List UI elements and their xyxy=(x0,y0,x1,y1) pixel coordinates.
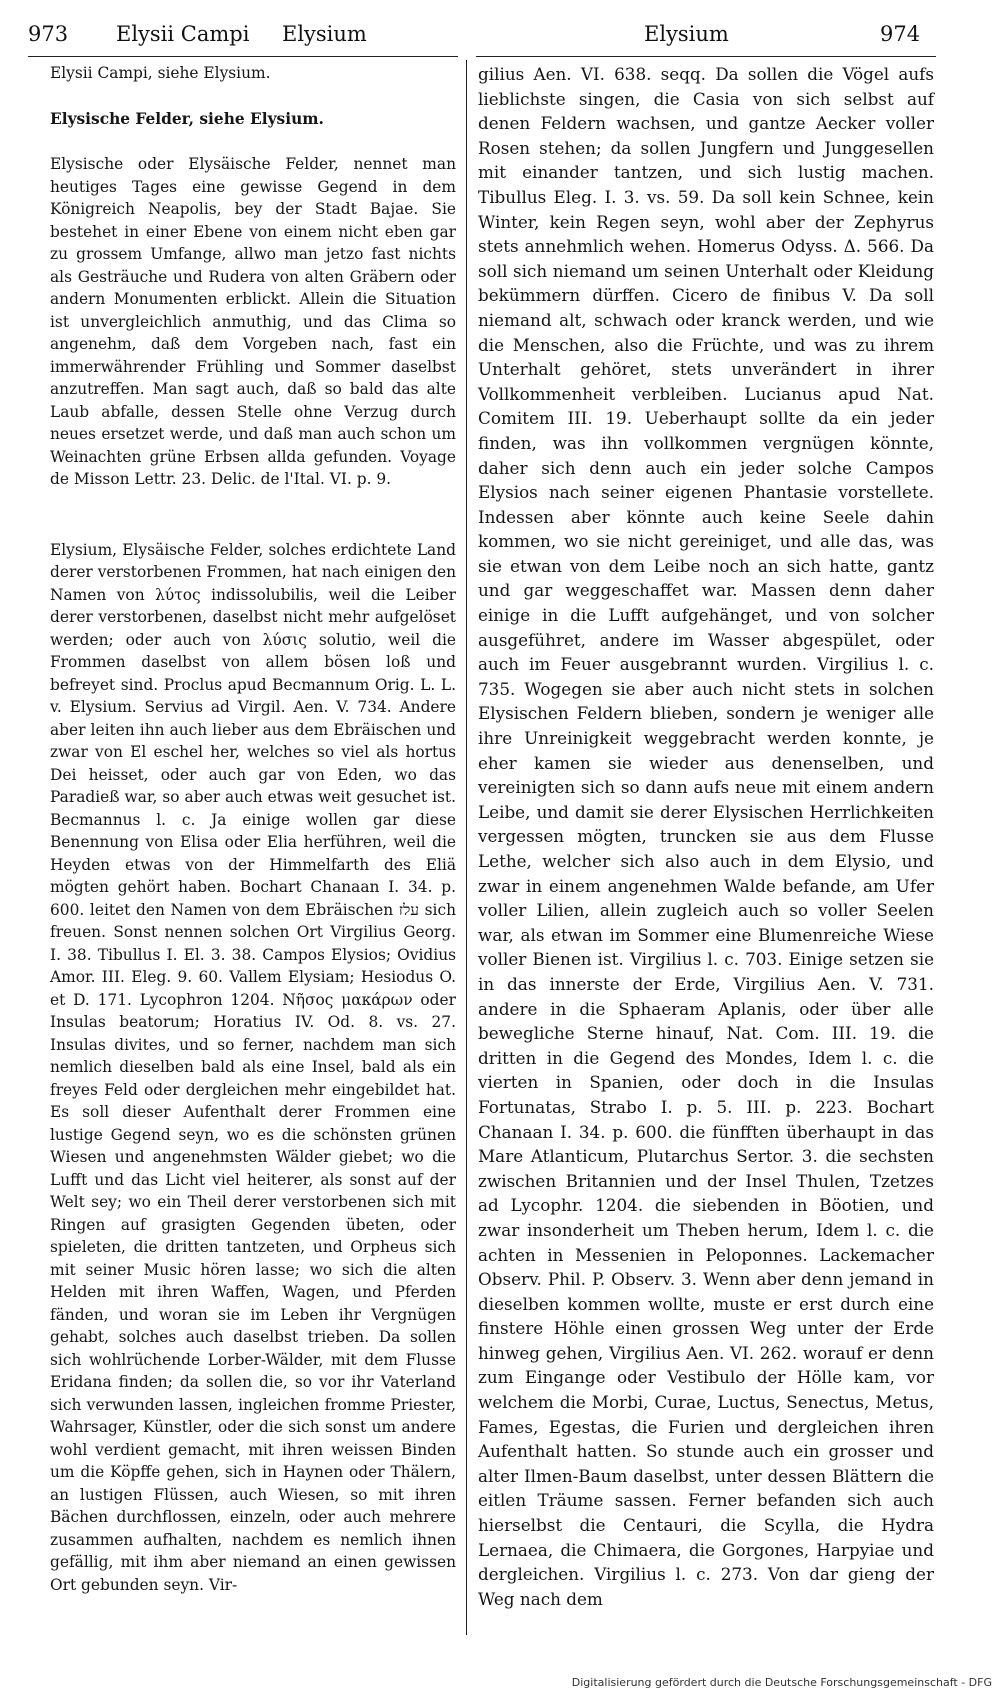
entry-elysische-felder: Elysische oder Elysäische Felder, nennet man heutiges Tages eine gewisse Gegend in dem Königreich Neapolis, bey der Stadt Bajae. Sie bestehet in einer Ebene von einem nicht eben gar zu grossem Umfange, allwo man jetzo fast nichts als Gesträuche und Rudera von alten Gräbern oder andern Monumenten erblickt. Allein die Situation ist unvergleichlich anmuthig, und das Clima so angenehm, daß dem Vorgeben nach, fast ein immerwährender Frühling und Sommer daselbst anzutreffen. Man sagt auch, daß so bald das alte Laub abfalle, dessen Stelle ohne Verzug durch neues ersetzet werde, und daß man auch schon um Weinachten grüne Erbsen allda gefunden. Voyage de Misson Lettr. 23. Delic. de l'Ital. VI. p. 9. xyxy=(50,155,456,488)
running-head-left-first: Elysii Campi xyxy=(116,22,250,46)
running-head-left-last: Elysium xyxy=(282,22,367,46)
entry-elysium-continued: gilius Aen. VI. 638. seqq. Da sollen die Vögel aufs lieblichste singen, die Casia von sich selbst auf denen Feldern wachsen, und gantze Aecker voller Rosen stehen; da sollen Jungfern und Junggesellen mit einander tantzen, und sich lustig machen. Tibullus Eleg. I. 3. vs. 59. Da soll kein Schnee, kein Winter, kein Regen seyn, wohl aber der Zephyrus stets annehmlich wehen. Homerus Odyss. Δ. 566. Da soll sich niemand um seinen Unterhalt oder Kleidung bekümmern dürffen. Cicero de finibus V. Da soll niemand alt, schwach oder kranck werden, und wie die Menschen, also die Früchte, und was zu ihrem Unterhalt gehöret, stets unverändert in ihrer Vollkommenheit verbleiben. Lucianus apud Nat. Comitem III. 19. Ueberhaupt sollte da ein jeder finden, was ihn vollkommen vergnügen könnte, daher sich denn auch ein jeder solche Campos Elysios nach seiner eigenen Phantasie vorstellete. Indessen aber könnte auch keine Seele dahin kommen, wo sie nicht gereiniget, und alle das, was sie etwan von dem Leibe noch an sich hatte, gantz und gar weggeschaffet war. Massen denn daher einige in die Lufft aufgehänget, und von solcher ausgeführet, andere im Wasser abgespület, oder auch im Feuer ausgebrannt wurden. Virgilius l. c. 735. Wogegen sie aber auch nicht stets in solchen Elysischen Feldern blieben, sondern je weniger alle ihre Unreinigkeit weggebracht werden konnte, je eher kamen sie wieder aus denenselben, und vereinigten sich so dann aufs neue mit einem andern Leibe, und damit sie derer Elysischen Herrlichkeiten vergessen mögten, truncken sie aus dem Flusse Lethe, welcher sich also auch in dem Elysio, und zwar in einem angenehmen Walde befande, am Ufer voller Lilien, allein zugleich auch so voller Seelen war, als etwan im Sommer eine Blumenreiche Wiese voller Bienen ist. Virgilius l. c. 703. Einige setzen sie in das innerste der Erde, Virgilius Aen. V. 731. andere in die Sphaeram Aplanis, oder über alle bewegliche Sterne hinauf, Nat. Com. III. 19. die dritten in die Gegend des Mondes, Idem l. c. die vierten in Spanien, oder doch in die Insulas Fortunatas, Strabo I. p. 5. III. p. 223. Bochart Chanaan I. 34. p. 600. die fünfften überhaupt in das Mare Atlanticum, Plutarchus Sertor. 3. die sechsten zwischen Britannien und der Insel Thulen, Tzetzes ad Lycophr. 1204. die siebenden in Böotien, und zwar insonderheit um Theben herum, Idem l. c. die achten in Messenien in Peloponnes. Lackemacher Observ. Phil. P. Observ. 3. Wenn aber denn jemand in dieselben kommen wollte, muste er erst durch eine finstere Höhle einen grossen Weg unter der Erde hinweg gehen, Virgilius Aen. VI. 262. worauf er denn zum Eingange oder Vestibulo der Hölle kam, vor welchem die Morbi, Curae, Luctus, Senectus, Metus, Fames, Egestas, die Furien und dergleichen ihren Aufenthalt hatten. So stunde auch ein grosser und alter Ilmen-Baum daselbst, unter dessen Blättern die eitlen Träume sassen. Ferner befanden sich auch hierselbst die Centauri, die Scylla, die Hydra Lernaea, die Chimaera, die Gorgones, Harpyiae und dergleichen. Virgilius l. c. 273. Von dar gieng der Weg nach dem xyxy=(478,64,934,1609)
running-head-right: Elysium xyxy=(644,22,729,46)
right-column xyxy=(478,62,934,1611)
entry-elysische-felder-ref: Elysische Felder, siehe Elysium. xyxy=(50,109,324,128)
page-number-left: 973 xyxy=(28,22,69,46)
header-rule-left xyxy=(28,56,458,57)
entry-elysii-campi: Elysii Campi, siehe Elysium. xyxy=(50,64,271,82)
digitization-footer: Digitalisierung gefördert durch die Deutsche Forschungsgemeinschaft - DFG xyxy=(571,1676,992,1689)
left-column xyxy=(50,62,456,1596)
page-number-right: 974 xyxy=(880,22,921,46)
column-divider xyxy=(466,60,467,1635)
entry-elysium: Elysium, Elysäische Felder, solches erdichtete Land derer verstorbenen Frommen, hat nach einigen den Namen von λύτος indissolubilis, weil die Leiber derer verstorbenen, daselbst nicht mehr aufgelöset werden; oder auch von λύσις solutio, weil die Frommen daselbst von allem bösen loß und befreyet sind. Proclus apud Becmannum Orig. L. L. v. Elysium. Servius ad Virgil. Aen. V. 734. Andere aber leiten ihn auch lieber aus dem Ebräischen und zwar von El eschel her, welches so viel als hortus Dei heisset, oder auch gar von Eden, wo das Paradieß war, so aber auch etwas weit gesuchet ist. Becmannus l. c. Ja einige wollen gar diese Benennung von Elisa oder Elia herführen, weil die Heyden etwas von der Himmelfarth des Eliä mögten gehört haben. Bochart Chanaan I. 34. p. 600. leitet den Namen von dem Ebräischen עלז sich freuen. Sonst nennen solchen Ort Virgilius Georg. I. 38. Tibullus I. El. 3. 38. Campos Elysios; Ovidius Amor. III. Eleg. 9. 60. Vallem Elysiam; Hesiodus O. et D. 171. Lycophron 1204. Νῆσος μακάρων oder Insulas beatorum; Horatius IV. Od. 8. vs. 27. Insulas divites, und so ferner, nachdem man sich nemlich dieselben bald als eine Insel, bald als ein freyes Feld oder dergleichen mehr eingebildet hat. Es soll dieser Aufenthalt derer Frommen eine lustige Gegend seyn, wo es die schönsten grünen Wiesen und angenehmsten Wälder giebet; wo die Lufft und das Licht viel heiterer, als sonst auf der Welt sey; wo ein Theil derer verstorbenen sich mit Ringen auf grasigten Gegenden übeten, oder spieleten, die dritten tantzeten, und Orpheus sich mit seiner Music hören lasse; wo sich die alten Helden mit ihren Waffen, Wagen, und Pferden fänden, und woran sie im Leben ihr Vergnügen gehabt, solches auch daselbst trieben. Da sollen sich wohlrüchende Lorber-Wälder, mit dem Flusse Eridana finden; da sollen die, so vor ihr Vaterland sich verwunden lassen, ingleichen fromme Priester, Wahrsager, Künstler, oder die sich sonst um andere wohl verdient gemacht, mit ihren weissen Binden um die Köpffe gehen, sich in Haynen oder Thälern, an lustigen Flüssen, auch Wiesen, so mit ihren Bächen durchflossen, einzeln, oder auch mehrere zusammen aufhalten, nachdem es nemlich ihnen gefällig, mit ihm aber niemand an einen gewissen Ort gebunden seyn. Vir- xyxy=(50,540,457,1594)
header-rule-right xyxy=(476,56,936,57)
